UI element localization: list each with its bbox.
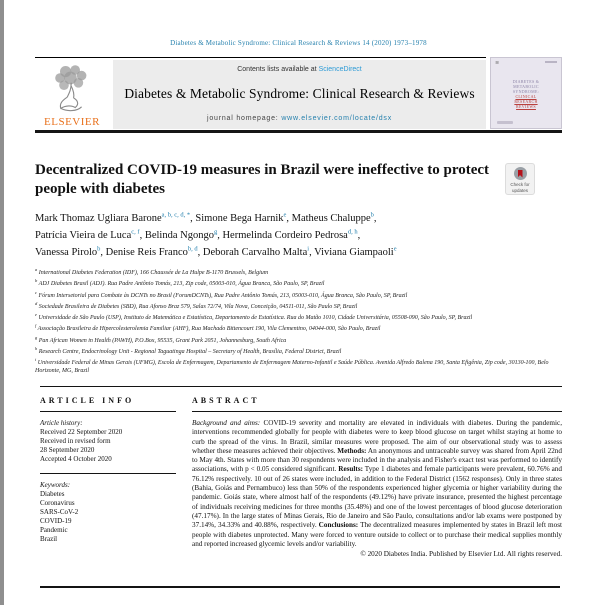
contents-list-line (237, 66, 362, 73)
author: Belinda Ngongo$^g$, (144, 228, 223, 241)
cover-top-right-detail (545, 61, 557, 63)
homepage-label: journal homepage: (206, 115, 282, 122)
affiliation: $^b$ ADJ Diabetes Brasil (ADJ). Rua Padre Antônio Tomás, 213, Zip code, 05003-010, Água Branca, São Paulo, SP, Brazil (35, 278, 325, 288)
author: Mark Thomaz Ugliara Barone$^{a, b, c, d, *}$, (35, 211, 196, 224)
author-affiliation-sup: a, b, c, d, * (161, 211, 191, 218)
bookmark-icon (518, 170, 523, 178)
cover-line: CLINICAL (515, 94, 537, 99)
author: Patrícia Vieira de Luca$^{c, f}$, (35, 228, 145, 241)
keyword: Brazil (40, 534, 58, 543)
cover-line: RESEARCH (514, 99, 538, 104)
elsevier-wordmark: ELSEVIER (44, 116, 100, 128)
author-affiliation-sup: d, h (347, 228, 358, 235)
article-info-heading: ARTICLE INFO (40, 395, 135, 405)
author: Simone Bega Harnik$^e$, (195, 211, 292, 224)
history-line: Accepted 4 October 2020 (40, 454, 112, 463)
author: Vanessa Pirolo$^b$, (35, 245, 106, 258)
keywords-label: Keywords: (40, 480, 71, 489)
journal-citation-line: Diabetes & Metabolic Syndrome: Clinical Research & Reviews 14 (2020) 1973–1978 (170, 39, 427, 47)
author-list (35, 208, 540, 259)
article-info-column (40, 396, 176, 559)
abstract-methods-label: Methods: (337, 446, 367, 455)
keyword: COVID-19 (40, 516, 72, 525)
check-for-updates-label: Check for updates (510, 182, 530, 193)
abstract-conclusions-label: Conclusions: (318, 521, 359, 530)
affiliation: $^c$ Fórum Intersetorial para Combate às DCNTs no Brasil (ForumDCNTs), Rua Padre Antônio Tomás, 213, 05003-010, Água Branca, São Paulo, SP, Brazil (35, 289, 408, 299)
abstract-heading-rule (192, 411, 562, 412)
page-bottom-rule (40, 586, 560, 588)
abstract-text: Background and aims: COVID-19 severity and mortality are elevated in individuals with diabetes. During the pandemic, interventions recommended globally for people with diabetes were to keep blood glucose on target whilst staying at home to curb the spread of the virus. In Brazil, similar measures were proposed. The aim of our observational study was to assess whether these measures achieved their objectives. Methods: An anonymous and untraceable survey was shared from April 22nd to May 4th. States with more than 30 respondents were included in the analysis and Fisher's exact test was performed to identify associations, with p < 0.05 considered significant. Results: Type 1 diabetes and female participants were prevalent, 60.76% and 76.12% respectively. 10 out of 26 states were included, in addition to the Federal District (1562 responses). Only in three states (Bahia, Goiás and Pernambuco) less than 50% of the respondents experienced higher glycemia or higher variability during the pandemic. Goiás state, where almost half of the respondents (49.12%) have private insurance, presented the highest percentage of individuals receiving medicines for three months (35.48%) and one of the lowest percentages of blood glucose deterioration (47.17%). In the large states of Minas Gerais, Rio de Janeiro and São Paulo, consultations and/or lab exams were postponed by 37.14%, 34.33% and 40.88%, respectively. Conclusions: The decentralized measures implemented by states in Brazil left most people with diabetes unprotected. Many were forced to venture outside to collect or to purchase their medical supplies monthly and reported increased glycemic levels and/or variability. (192, 418, 562, 548)
contents-prefix: Contents lists available at (237, 66, 319, 73)
keyword: Diabetes (40, 489, 65, 498)
cover-line: REVIEWS (516, 104, 536, 109)
author-affiliation-sup: e (393, 245, 397, 252)
journal-header (35, 57, 562, 133)
crossmark-icon (514, 167, 527, 180)
author: Deborah Carvalho Malta$^i$, (202, 245, 315, 258)
abstract-results-label: Results: (338, 465, 364, 474)
cover-bottom-detail (497, 121, 513, 124)
check-for-updates-badge[interactable] (505, 163, 535, 195)
homepage-link[interactable]: www.elsevier.com/locate/dsx (281, 115, 393, 122)
author: Hermelinda Cordeiro Pedrosa$^{d, h}$, (222, 228, 361, 241)
elsevier-logo (35, 60, 111, 129)
author: Denise Reis Franco$^{b, d}$, (105, 245, 203, 258)
keyword: Pandemic (40, 525, 68, 534)
article-info-heading-rule (40, 411, 176, 412)
elsevier-tree-icon (43, 62, 101, 118)
journal-banner (113, 60, 486, 129)
keyword: SARS-CoV-2 (40, 507, 79, 516)
sciencedirect-link[interactable]: ScienceDirect (318, 66, 362, 73)
journal-title: Diabetes & Metabolic Syndrome: Clinical Research & Reviews (124, 86, 475, 101)
cover-line: METABOLIC (513, 84, 539, 89)
affiliation: $^g$ Pan African Women in Health (PAWH), P.O.Box, 95535, Grant Park 2051, Johannesburg, South Africa (35, 334, 287, 344)
affiliation: $^f$ Associação Brasileira de Hipercolesterolemia Familiar (AHF), Rua Machado Bittencourt 190, Vila Clementino, 04044-000, São Paulo, Brazil (35, 323, 381, 333)
cover-line: SYNDROME: (512, 89, 540, 94)
copyright-line: © 2020 Diabetes India. Published by Elsevier Ltd. All rights reserved. (360, 550, 562, 559)
paper-title: Decentralized COVID-19 measures in Brazil were ineffective to protect people with diabetes (35, 162, 490, 197)
affiliation: $^e$ Universidade de São Paulo (USP), Instituto de Matemática e Estatística, Departamento de Estatística. Rua do Matão 1010, Cidade Universitária, 05508-090, São Paulo, SP, Brazil (35, 312, 473, 322)
viewer-edge-strip (0, 0, 4, 605)
journal-cover-thumbnail (490, 57, 562, 129)
cover-corner-mark: ≋ (495, 61, 500, 66)
keyword: Coronavirus (40, 498, 75, 507)
affiliation-list (35, 266, 562, 375)
author-affiliation-sup: e (283, 211, 287, 218)
cover-line: DIABETES & (512, 79, 540, 84)
journal-homepage-line (207, 115, 392, 122)
author: Matheus Chaluppe$^b$, (291, 211, 377, 224)
abstract-column (192, 396, 562, 559)
affiliation: $^i$ Universidade Federal de Minas Gerais (UFMG), Escola de Enfermagem, Departamento de Enfermagem Materno-Infantil e Saúde Pública. Avenida Alfredo Balena 190, Santa Efigênia, Zip code, 30130-100, Belo Horizonte, MG, Brazil (35, 357, 549, 374)
history-line: 28 September 2020 (40, 445, 95, 454)
history-line: Received 22 September 2020 (40, 427, 123, 436)
author-affiliation-sup: b (370, 211, 374, 218)
abstract-background-label: Background and aims: (192, 418, 261, 427)
author-affiliation-sup: c, f (131, 228, 140, 235)
journal-header-main (35, 57, 486, 129)
affiliation: $^d$ Sociedade Brasileira de Diabetes (SBD), Rua Afonso Braz 579, Salas 72/74, Vila Nova, Conceição, 04511-011, São Paulo SP, Brazil (35, 300, 358, 310)
history-line: Received in revised form (40, 436, 111, 445)
article-info-mid-rule (40, 473, 176, 474)
affiliation: $^a$ International Diabetes Federation (IDF), 166 Chaussée de La Hulpe B-1170 Brussels, Belgium (35, 267, 269, 276)
article-history-label: Article history: (40, 418, 83, 427)
author: Viviana Giampaoli$^e$ (314, 245, 397, 258)
author-affiliation-sup: b (97, 245, 101, 252)
affiliation: $^h$ Research Centre, Endocrinology Unit - Regional Taguatinga Hospital – Secretary of Health, Brasília, Federal District, Brazil (35, 346, 342, 356)
author-affiliation-sup: b, d (187, 245, 198, 252)
author-affiliation-sup: i (307, 245, 310, 252)
cover-title-lines (513, 79, 539, 109)
author-affiliation-sup: g (213, 228, 218, 235)
abstract-heading: ABSTRACT (192, 395, 260, 405)
